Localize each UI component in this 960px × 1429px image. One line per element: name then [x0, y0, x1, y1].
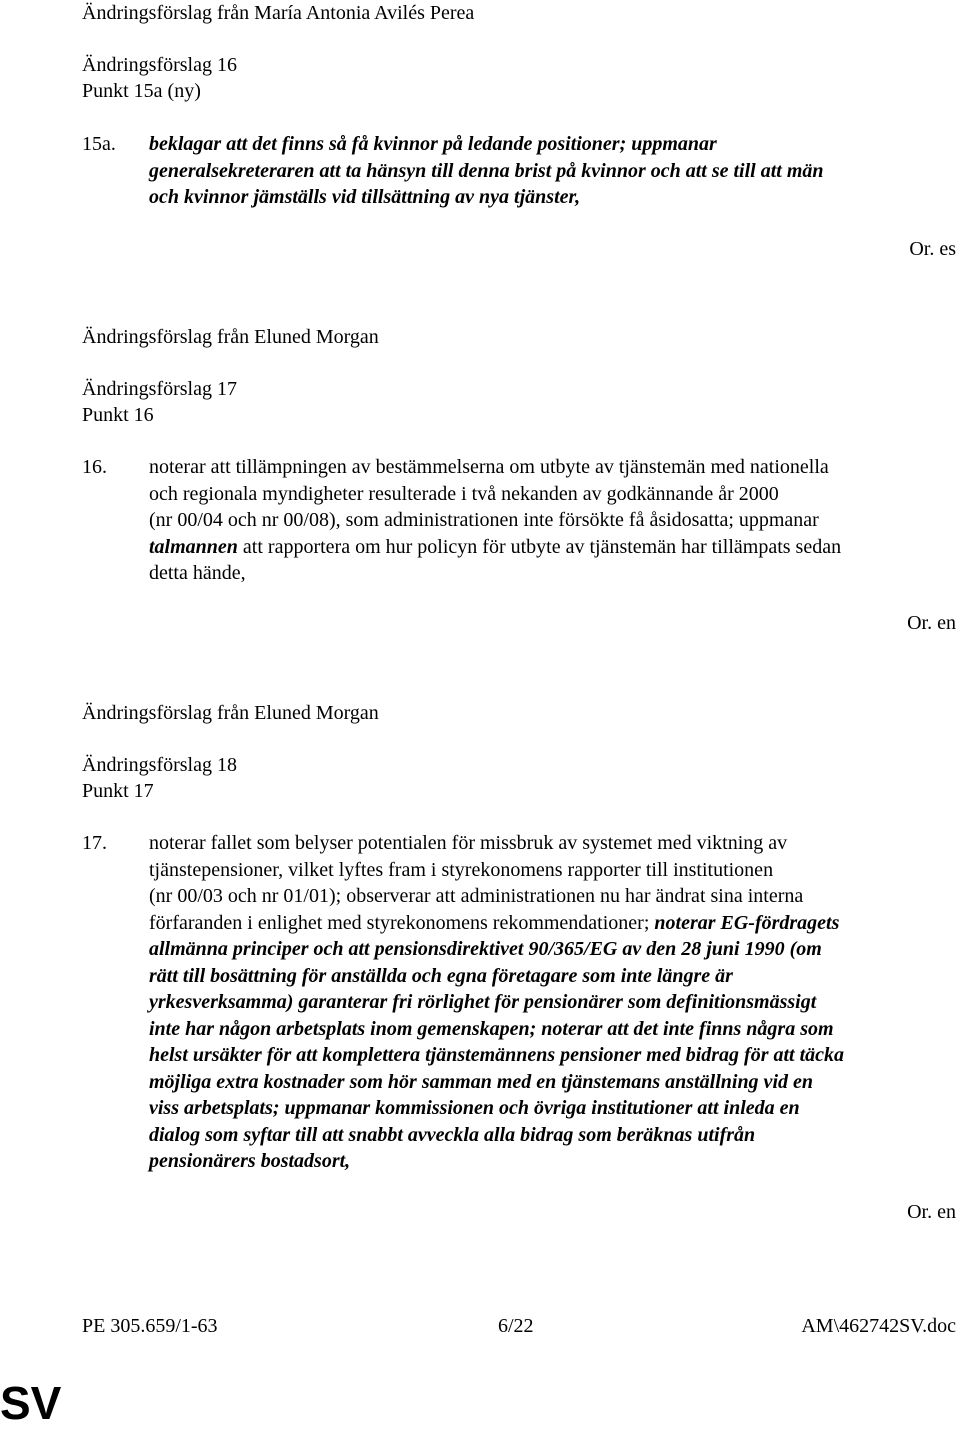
para-text-run: allmänna principer och att pensionsdirektivet 90/365/EG av den 28 juni 1990 (om — [149, 938, 822, 960]
para-line — [149, 454, 955, 481]
para-text-run: noterar att tillämpningen av bestämmelserna om utbyte av tjänstemän med nationella — [149, 456, 829, 478]
amendment-17-number: Ändringsförslag 17 — [82, 378, 237, 400]
para-line — [149, 1016, 955, 1043]
para-text-run: detta hände, — [149, 562, 246, 584]
amendment-17-original-language: Or. en — [907, 612, 956, 634]
para-line — [149, 534, 955, 561]
amendment-17-author: Ändringsförslag från Eluned Morgan — [82, 326, 379, 348]
para-text-run: helst ursäkter för att komplettera tjänstemännens pensioner med bidrag för att täcka — [149, 1044, 845, 1066]
para-line — [149, 963, 955, 990]
footer-page-number: 6/22 — [498, 1315, 534, 1337]
amendment-16-original-language: Or. es — [909, 238, 956, 260]
para-text-run: talmannen — [149, 535, 238, 558]
para-line — [149, 158, 955, 185]
para-line — [149, 989, 955, 1016]
para-text-run: yrkesverksamma) garanterar fri rörlighet för pensionärer som definitionsmässigt — [149, 991, 817, 1013]
amendment-17-para-text — [149, 454, 955, 587]
para-text-run: noterar fallet som belyser potentialen för missbruk av systemet med viktning av — [149, 832, 788, 854]
para-text-run: att rapportera om hur policyn för utbyte av tjänstemän har tillämpats sedan — [237, 535, 842, 558]
para-line — [149, 184, 955, 211]
footer-document-name: AM\462742SV.doc — [801, 1315, 956, 1337]
para-text-run: (nr 00/03 och nr 01/01); observerar att administrationen nu har ändrat sina interna — [149, 885, 804, 907]
para-text-run: (nr 00/04 och nr 00/08), som administrationen inte försökte få åsidosatta; uppmanar — [149, 509, 819, 531]
para-line — [149, 1095, 955, 1122]
para-line — [149, 481, 955, 508]
para-line — [149, 830, 955, 857]
para-text-run: noterar EG-fördragets — [654, 911, 840, 934]
amendment-18-point: Punkt 17 — [82, 780, 154, 802]
para-line — [149, 883, 955, 910]
para-text-run: beklagar att det finns så få kvinnor på ledande positioner; uppmanar — [149, 133, 717, 155]
amendment-16-author: Ändringsförslag från María Antonia Avilés Perea — [82, 2, 475, 24]
language-code: SV — [0, 1377, 62, 1429]
amendment-18-number: Ändringsförslag 18 — [82, 754, 237, 776]
amendment-18-para-text — [149, 830, 955, 1175]
amendment-16-point: Punkt 15a (ny) — [82, 80, 201, 102]
para-line — [149, 910, 955, 937]
para-text-run: rätt till bosättning för anställda och egna företagare som inte längre är — [149, 964, 733, 987]
amendment-16-para-text — [149, 131, 955, 211]
amendment-18-author: Ändringsförslag från Eluned Morgan — [82, 702, 379, 724]
amendment-17-point: Punkt 16 — [82, 404, 154, 426]
para-text-run: tjänstepensioner, vilket lyftes fram i styrekonomens rapporter till institutionen — [149, 858, 774, 881]
para-line — [149, 1069, 955, 1096]
para-line — [149, 560, 955, 587]
para-text-run: och kvinnor jämställs vid tillsättning av nya tjänster, — [149, 186, 581, 208]
para-text-run: inte har någon arbetsplats inom gemenskapen; noterar att det inte finns några som — [149, 1017, 834, 1040]
footer-reference: PE 305.659/1-63 — [82, 1315, 218, 1337]
para-line — [149, 857, 955, 884]
para-line — [149, 131, 955, 158]
amendment-16-number: Ändringsförslag 16 — [82, 54, 237, 76]
para-text-run: och regionala myndigheter resulterade i två nekanden av godkännande år 2000 — [149, 482, 779, 505]
para-line — [149, 1148, 955, 1175]
para-line — [149, 507, 955, 534]
para-text-run: möjliga extra kostnader som hör samman med en tjänstemans anställning vid en — [149, 1070, 813, 1093]
para-text-run: dialog som syftar till att snabbt avveckla alla bidrag som beräknas utifrån — [149, 1123, 756, 1146]
para-text-run: viss arbetsplats; uppmanar kommissionen och övriga institutioner att inleda en — [149, 1097, 800, 1119]
para-text-run: generalsekreteraren att ta hänsyn till denna brist på kvinnor och att se till att män — [149, 159, 824, 182]
amendment-16-para-number: 15a. — [82, 133, 116, 155]
amendment-18-original-language: Or. en — [907, 1201, 956, 1223]
para-line — [149, 1122, 955, 1149]
para-text-run: förfaranden i enlighet med styrekonomens rekommendationer; — [149, 911, 655, 934]
para-line — [149, 936, 955, 963]
para-line — [149, 1042, 955, 1069]
amendment-17-para-number: 16. — [82, 456, 107, 478]
amendment-18-para-number: 17. — [82, 832, 107, 854]
para-text-run: pensionärers bostadsort, — [149, 1150, 351, 1172]
